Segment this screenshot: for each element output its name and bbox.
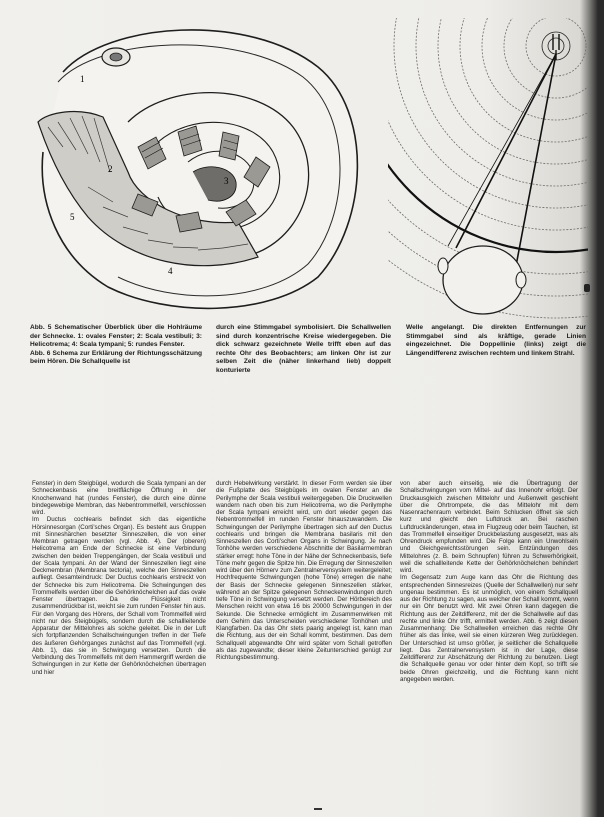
text-column-3: von aber auch einseitig, wie die Übertragung der Schallschwingungen vom Mittel- auf das Innenohr erfolgt. Der Druckausgleich zwischen Mittelohr und Außenwelt geschieht über die Ohrtrompete, die das Mittelohr mit dem Nasenrachenraum verbindet. Beim Schlucken öffnet sie sich kurz und gleicht den Luftdruck an. Bei raschen Luftdruckänderungen, etwa im Flugzeug oder beim Tauchen, ist das Trommelfell einseitiger Druckbelastung ausgesetzt, was als Ohrendruck empfunden wird. Die Folge kann ein Unwohlsein und Gleichgewichtsstörungen sein. Entzündungen des Mittelohres (z. B. beim Schnupfen) führen zu Schwerhörigkeit, weil die schallleitende Kette der Gehörknöchelchen behindert wird. Im Gegensatz zum Auge kann das Ohr die Richtung des entsprechenden Sinnesreizes (Quelle der Schallwellen) nur sehr ungenau bestimmen. Es ist unmöglich, von einem Schallquell aus der Richtung zu sagen, aus welcher der Schall kommt, wenn nur ein Ohr benutzt wird. Mit zwei Ohren kann dagegen die Richtung aus der Zeitdifferenz, mit der die Schallwelle auf das rechte und linke Ohr trifft, ermittelt werden. Abb. 6 zeigt diesen Zusammenhang: Die Schallwellen erreichen das rechte Ohr früher als das linke, weil sie einen kürzeren Weg zurücklegen. Der Unterschied ist umso größer, je seitlicher die Schallquelle liegt. Das Zentralnervensystem ist in der Lage, diese Zeitdifferenz zur Abschätzung der Richtung zu benutzen. Liegt die Schallquelle genau vor oder hinter dem Kopf, so trifft sie beide Ohren gleichzeitig, und die Richtung kann nicht angegeben werden.	[400, 480, 578, 683]
page-mark	[314, 808, 322, 810]
label-1: 1	[80, 74, 85, 84]
binding-mark	[584, 284, 590, 292]
text-column-1: Fenster) in dem Steigbügel, wodurch die Scala tympani an der Schneckenbasis eine breitflächige Öffnung in der Knochenwand hat (rundes Fenster), die durch eine dünne bindegewebige Membran, das Nebentrommelfell, verschlossen wird. Im Ductus cochlearis befindet sich das eigentliche Hörsinnesorgan (Corti'sches Organ). Es besteht aus Gruppen mit Sinneshärchen besetzter Sinneszellen, die von einer Membran getragen werden (vgl. Abb. 4). Der (oberen) Helicotrema am Ende der Schnecke ist eine Verbindung zwischen den beiden Treppengängen, der Scala vestibuli und der Scala tympani. An der Wand der Sinneszellen liegt eine Deckmembran (Membrana tectoria), welche den Sinneszellen aufliegt. Gesamteindruck: Der Ductus cochlearis erstreckt von der Schnecke bis zum Helicotrema. Die Schwingungen des Trommelfells werden über die Gehörknöchelchen auf das ovale Fenster übertragen. Da die Flüssigkeit nicht zusammendrückbar ist, weicht sie zum runden Fenster hin aus. Für den Vorgang des Hörens, der Schall vom Trommelfell wird nicht nur des Steigbügels, sondern durch die schallleitende Apparatur der Mittelohres als solche geleitet. Die in der Luft sich fortpflanzenden Schallschwingungen treffen in der Tiefe des äußeren Gehörganges zunächst auf das Trommelfell (vgl. Abb. 1), das sie in Schwingung versetzen. Durch die Verbindung des Trommelfells mit dem Hammergriff werden die Schwingungen in zur Kette der Gehörknöchelchen übertragen und hier	[32, 480, 206, 676]
caption-abb-6-cont: durch eine Stimmgabel symbolisiert. Die Schallwellen sind durch konzentrische Kreise wiedergegeben. Die dick schwarz gezeichnete Welle trifft eben auf das rechte Ohr des Beobachters; am linken Ohr ist zur selben Zeit die (näher linkerhand lieb) doppelt konturierte	[216, 324, 391, 374]
label-3: 3	[224, 176, 229, 186]
label-5: 5	[70, 212, 75, 222]
sound-direction-diagram	[388, 18, 588, 328]
caption-abb-6-end: Welle angelangt. Die direkten Entfernungen zur Stimmgabel sind als kräftige, gerade Linien eingezeichnet. Die Doppellinie (links) zeigt die Längendifferenz zwischen rechtem und linkem Strahl.	[406, 324, 586, 357]
label-2: 2	[108, 164, 113, 174]
text-column-2: durch Hebelwirkung verstärkt. In dieser Form werden sie über die Fußplatte des Steigbügels im ovalen Fenster an die Perilymphe der Scala vestibuli weitergegeben. Die Druckwellen wandern nach oben bis zum Helicotrema, wo die Perilymphe der Scala tympani erreicht wird, um dort wieder gegen das Nebentrommelfell im runden Fenster hinauszuwandern. Die Schwingungen der Perilymphe übertragen sich auf den Ductus cochlearis und bringen die Membrana basilaris mit den Sinneszellen des Corti'schen Organs in Schwingung. Je nach Tonhöhe werden verschiedene Abschnitte der Basilarmembran stärker erregt: hohe Töne in der Nähe der Schneckenbasis, tiefe Töne mehr gegen die Spitze hin. Die Erregung der Sinneszellen wird über den Hörnerv zum Zentralnervensystem weitergeleitet; Hochfrequente Schwingungen (hohe Töne) erregen die nahe der Basis der Schnecke gelegenen Sinneszellen stärker, während an der Spitze gelegenen Schneckenwindungen durch tiefe Töne in Schwingung versetzt werden. Der Hörbereich des Menschen reicht von etwa 16 bis 20000 Schwingungen in der Sekunde. Die Schnecke ermöglicht im Zusammenwirken mit dem Gehirn das Unterscheiden verschiedener Tonhöhen und Klangfarben. Da das Ohr stets paarig angelegt ist, kann man die Richtung, aus der ein Schall kommt, bestimmen. Das dem Schallquell abgewandte Ohr wird später vom Schall getroffen als das zugewandte; dieser kleine Zeitunterschied genügt zur Richtungsbestimmung.	[216, 480, 392, 661]
caption-abb-5-6: Abb. 5 Schematischer Überblick über die Hohlräume der Schnecke. 1: ovales Fenster; 2: Scala vestibuli; 3: Helicotrema; 4: Scala tympani; 5: rundes Fenster. Abb. 6 Schema zur Erklärung der Richtungsschätzung beim Hören. Die Schallquelle ist	[30, 324, 202, 366]
cochlea-illustration	[18, 12, 373, 317]
label-4: 4	[168, 266, 173, 276]
listener-head	[443, 246, 523, 314]
